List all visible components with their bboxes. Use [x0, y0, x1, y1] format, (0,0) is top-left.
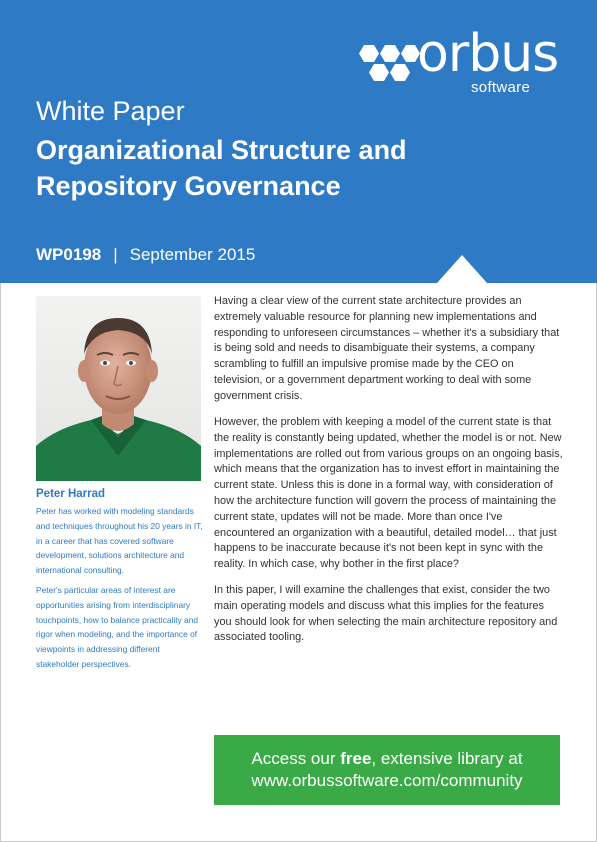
- document-title: Organizational Structure and Repository Governance: [36, 135, 407, 201]
- meta-separator: |: [113, 245, 118, 264]
- logo-subtitle: software: [471, 79, 531, 96]
- body-paragraph-2: However, the problem with keeping a model of the current state is that the reality is constantly being updated, whether the model is or not. New implementations are rolled out from various groups on an ongoing basis, which means that the organization has to invest effort in maintaining the current state. Unless this is done in a formal way, with consideration of how the architecture function will govern the process of maintaining the current state, updates will not be made. More than once I've encountered an organization with a beautiful, detailed model… that just happens to be inaccurate because it's not been kept in sync with the reality. In which case, why bother in the first place?: [214, 416, 563, 571]
- document-meta: [36, 245, 255, 265]
- header-banner: [0, 0, 597, 283]
- author-bio-paragraph: Peter has worked with modeling standards and techniques throughout his 20 years in IT, in a career that has covered software development, solutions architecture and international consulting.: [36, 506, 203, 576]
- author-photo: [36, 296, 201, 481]
- cta-url-link[interactable]: www.orbussoftware.com/community: [251, 771, 523, 790]
- body-paragraph-1: Having a clear view of the current state architecture provides an extremely valuable resource for planning new implementations and responding to unforeseen circumstances – whether it's a subsidiary that is being sold and needs to disambiguate their systems, a company scrambling to fulfill an impulsive promise made by the CEO on television, or a government department working to deal with some government crisis.: [214, 295, 560, 402]
- document-type-label: White Paper: [36, 96, 185, 126]
- author-name: Peter Harrad: [36, 488, 106, 500]
- orbus-logo: [355, 24, 570, 100]
- header-notch: [437, 255, 487, 283]
- cta-line-1: [214, 748, 560, 770]
- community-cta-banner[interactable]: [214, 735, 560, 805]
- body-paragraph-3: In this paper, I will examine the challenges that exist, consider the two main operating models and discuss what this implies for the features you should look for when selecting the main architecture repository and associated tooling.: [214, 584, 558, 644]
- hexagon-cluster-icon: [355, 44, 421, 92]
- cta-text-pre: Access our: [251, 749, 341, 768]
- cta-text-bold: free: [340, 749, 372, 768]
- author-interests-paragraph: Peter's particular areas of interest are opportunities arising from interdisciplinary touchpoints, how to balance practicality and rigor when modeling, and the importance of viewpoints in addressing different stakeholder perspectives.: [36, 585, 199, 669]
- document-code: WP0198: [36, 245, 102, 264]
- document-date: September 2015: [129, 245, 256, 264]
- cta-text-post: , extensive library at: [371, 749, 523, 768]
- logo-wordmark: orbus: [417, 24, 559, 84]
